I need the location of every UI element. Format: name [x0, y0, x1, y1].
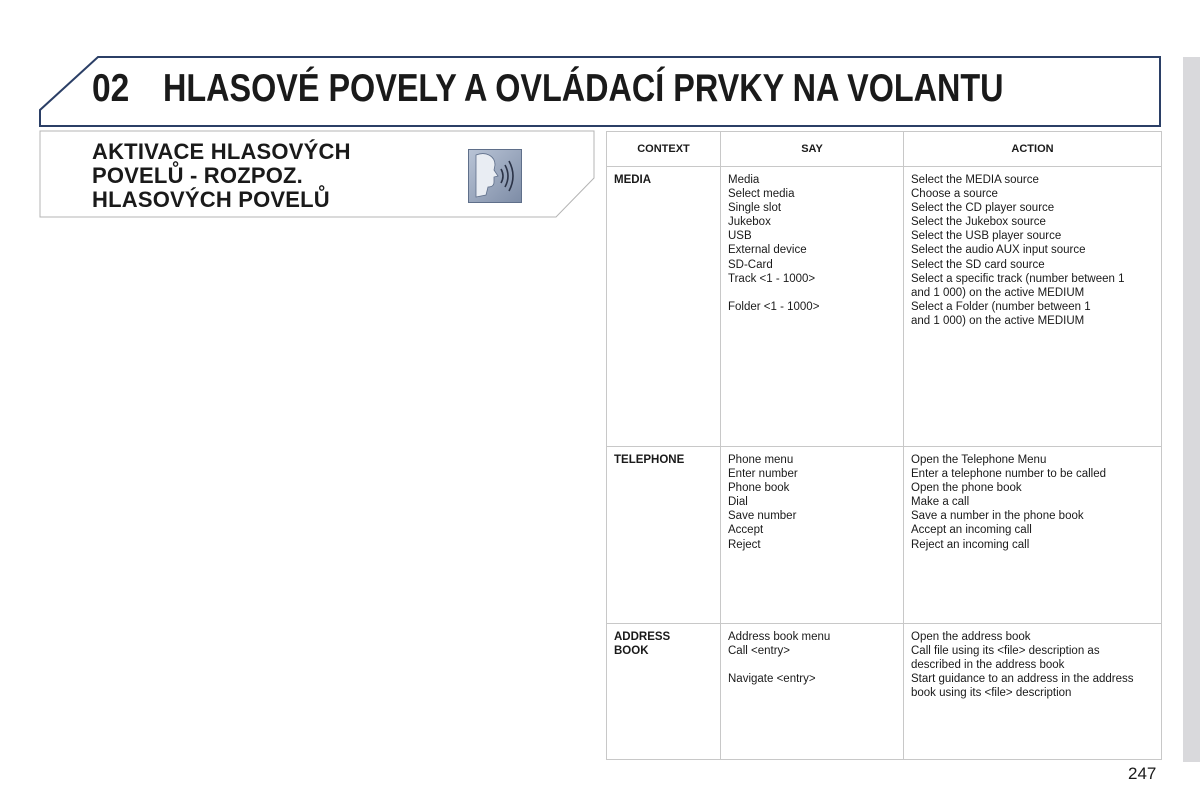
context-line: TELEPHONE: [614, 454, 685, 466]
table-header-row: [607, 132, 1162, 167]
action-line: Open the Telephone Menu: [911, 454, 1047, 466]
page-number: 247: [1128, 764, 1157, 783]
say-line: Address book menu: [728, 631, 831, 643]
say-line: Call <entry>: [728, 645, 791, 658]
say-line: Save number: [728, 510, 797, 523]
action-line: Save a number in the phone book: [911, 510, 1084, 523]
voice-command-icon: [468, 149, 522, 203]
say-line: Navigate <entry>: [728, 673, 816, 686]
say-line-spacer: [728, 658, 903, 672]
section-title-line: HLASOVÝCH POVELŮ: [92, 187, 330, 212]
action-line: Select the audio AUX input source: [911, 244, 1086, 257]
say-line: Media: [728, 174, 760, 186]
say-line: Track <1 - 1000>: [728, 272, 816, 285]
action-line: Select the USB player source: [911, 230, 1062, 243]
voice-commands-table: [606, 131, 1162, 760]
action-line: Open the address book: [911, 631, 1031, 643]
context-cell: [607, 447, 721, 624]
say-line-spacer: [728, 286, 903, 300]
action-cell: [904, 167, 1162, 447]
action-line: Start guidance to an address in the address: [911, 673, 1134, 686]
action-line: Reject an incoming call: [911, 538, 1030, 551]
action-line: Select a Folder (number between 1: [911, 300, 1091, 313]
say-line: Reject: [728, 538, 761, 551]
action-line: Make a call: [911, 496, 970, 509]
context-line: ADDRESS: [614, 631, 671, 643]
action-line: described in the address book: [911, 659, 1065, 672]
chapter-number: 02: [92, 67, 130, 110]
context-cell: [607, 167, 721, 447]
action-line: Select the SD card source: [911, 258, 1045, 271]
say-line: Single slot: [728, 202, 782, 215]
context-line: MEDIA: [614, 174, 652, 186]
action-line: Accept an incoming call: [911, 524, 1032, 537]
say-line: SD-Card: [728, 258, 773, 271]
column-header-say: SAY: [721, 132, 904, 167]
say-line: Phone book: [728, 482, 790, 495]
say-line: External device: [728, 244, 807, 257]
say-cell: [721, 447, 904, 624]
column-header-context: CONTEXT: [607, 132, 721, 167]
context-line: BOOK: [614, 645, 649, 658]
context-cell: [607, 624, 721, 760]
action-cell: [904, 447, 1162, 624]
column-header-action: ACTION: [904, 132, 1162, 167]
action-line: Select a specific track (number between 1: [911, 272, 1125, 285]
say-line: Accept: [728, 524, 764, 537]
action-line: Select the Jukebox source: [911, 216, 1046, 229]
say-cell: [721, 624, 904, 760]
say-line: Folder <1 - 1000>: [728, 300, 820, 313]
action-line: Open the phone book: [911, 482, 1022, 495]
action-line: book using its <file> description: [911, 687, 1072, 700]
say-line: Dial: [728, 496, 748, 509]
action-line: Call file using its <file> description as: [911, 645, 1100, 658]
action-line: Enter a telephone number to be called: [911, 468, 1106, 481]
page-edge-bar: [1183, 57, 1200, 762]
say-line: Enter number: [728, 468, 798, 481]
say-line: USB: [728, 230, 752, 243]
action-line: and 1 000) on the active MEDIUM: [911, 286, 1085, 299]
chapter-title: HLASOVÉ POVELY A OVLÁDACÍ PRVKY NA VOLANTU: [163, 67, 1004, 110]
say-line: Phone menu: [728, 454, 794, 466]
say-line: Jukebox: [728, 216, 771, 229]
say-line: Select media: [728, 188, 795, 201]
action-line: Choose a source: [911, 188, 998, 201]
action-cell: [904, 624, 1162, 760]
action-line: Select the MEDIA source: [911, 174, 1039, 186]
table-row-media: [607, 167, 1162, 447]
section-title-line: POVELŮ - ROZPOZ.: [92, 163, 303, 188]
section-title-line: AKTIVACE HLASOVÝCH: [92, 139, 351, 164]
table-row-address-book: [607, 624, 1162, 760]
action-line: Select the CD player source: [911, 202, 1055, 215]
table-row-telephone: [607, 447, 1162, 624]
action-line: and 1 000) on the active MEDIUM: [911, 314, 1085, 327]
section-title: [92, 140, 422, 212]
say-cell: [721, 167, 904, 447]
